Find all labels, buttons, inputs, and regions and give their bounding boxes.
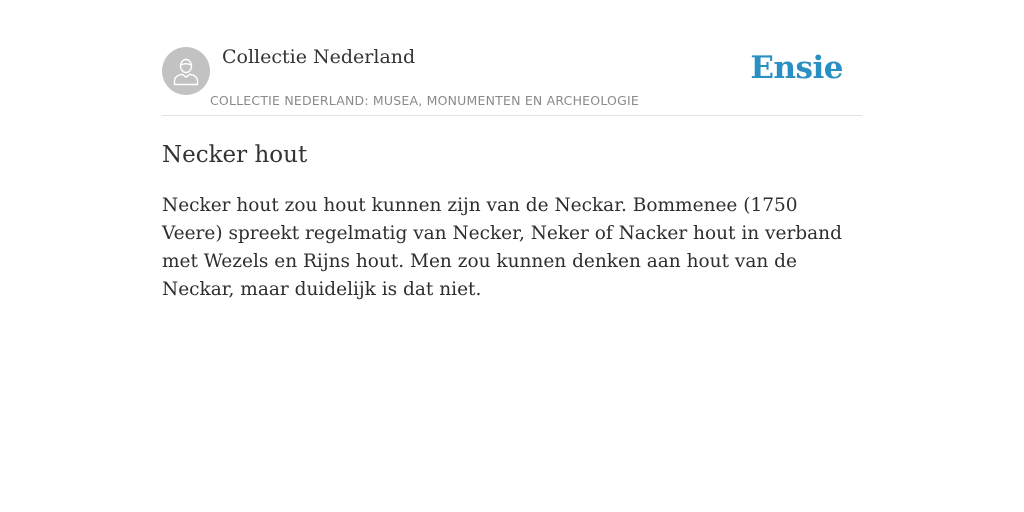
content-container	[162, 40, 862, 304]
avatar[interactable]	[162, 47, 210, 95]
header	[162, 40, 862, 116]
author-name[interactable]: Collectie Nederland	[222, 46, 416, 68]
user-icon	[171, 56, 201, 86]
author-subtitle[interactable]: COLLECTIE NEDERLAND: MUSEA, MONUMENTEN EN ARCHEOLOGIE	[210, 93, 639, 108]
page-title: Necker hout	[162, 142, 308, 168]
brand-logo[interactable]: Ensie	[750, 50, 843, 86]
article-body: Necker hout zou hout kunnen zijn van de Neckar. Bommenee (1750 Veere) spreekt regelmatig van Necker, Neker of Nacker hout in verband met Wezels en Rijns hout. Men zou kunnen denken aan hout van de Neckar, maar duidelijk is dat niet.	[162, 195, 842, 300]
